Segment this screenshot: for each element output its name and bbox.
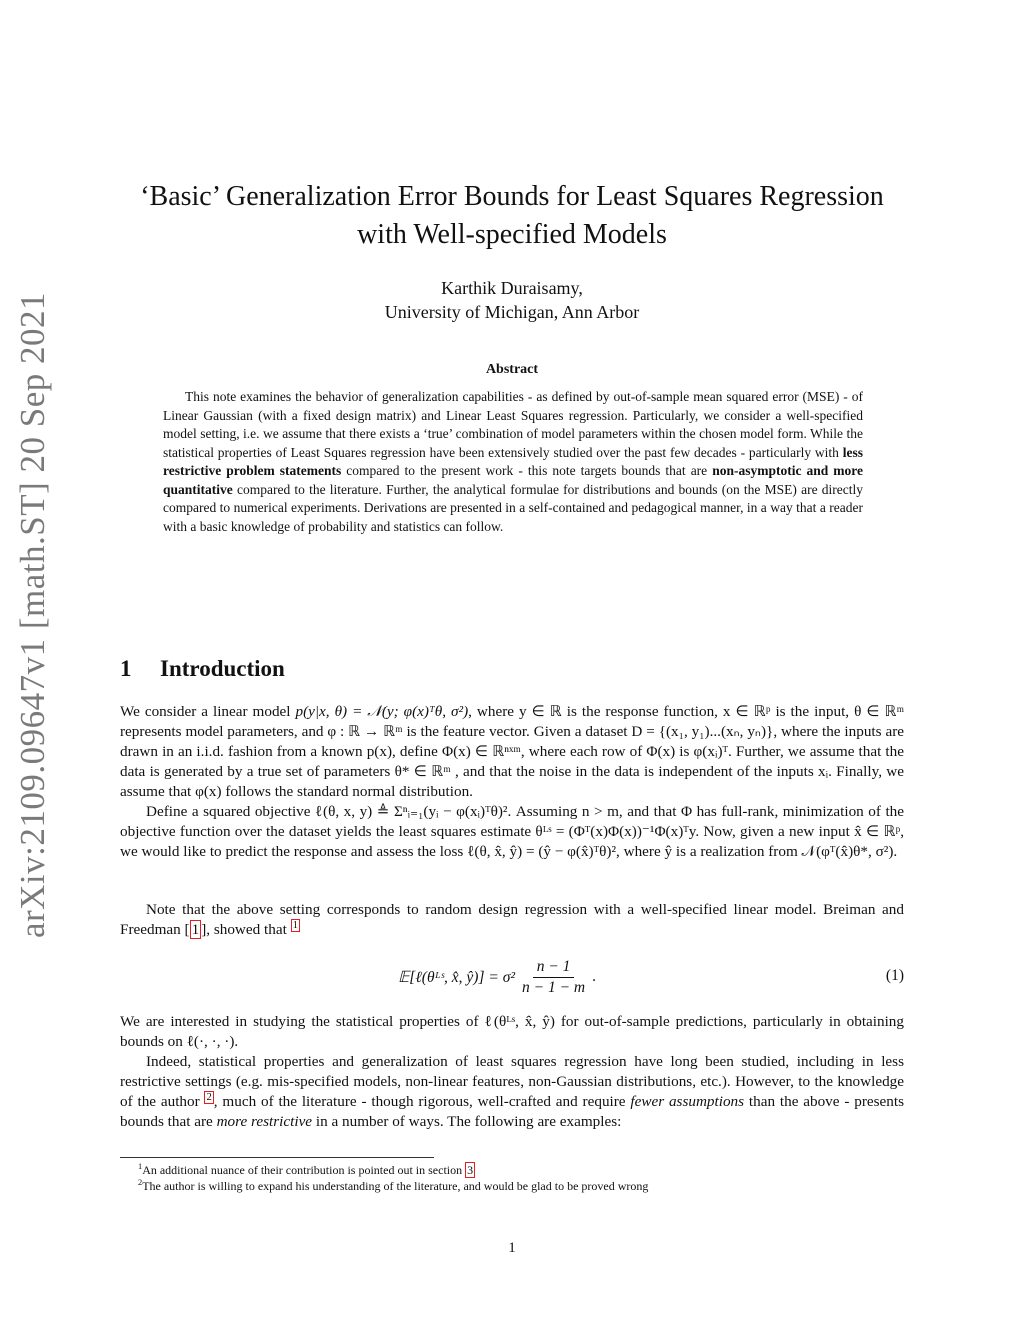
emphasis-fewer-assumptions: fewer assumptions — [630, 1093, 745, 1110]
abstract-bold-1: less restrictive problem statements — [163, 444, 863, 478]
footnote-2 — [120, 1178, 904, 1194]
author-name: Karthik Duraisamy, — [441, 278, 583, 298]
footnote-1-mark: 1 — [138, 1162, 143, 1171]
equation-1 — [120, 954, 904, 1000]
abstract-bold-2: non-asymptotic and more quantitative — [163, 463, 864, 497]
paragraph-3-lead: Note that the above setting corresponds to random design regression with a well-specified linear model. Breiman and Freedman [ — [120, 901, 904, 938]
intro-paragraphs-top — [120, 702, 904, 862]
abstract-part-1: This note examines the behavior of generalization capabilities - as defined by out-of-sample mean squared error (MSE) - of Linear Gaussian (with a fixed design matrix) and Linear Least Squares regression. Particularly, we consider a well-specified model setting, i.e. we assume that there exists a ‘true’ combination of model parameters within the chosen model form. While the statistical properties of Least Squares regression have been extensively studied over the past few decades - particularly with — [163, 389, 863, 460]
paragraph-5 — [120, 1052, 904, 1132]
paragraph-5-lead: Indeed, statistical properties and generalization of least squares regression have long been studied, including in less restrictive settings (e.g. mis-specified models, non-linear features, non-Gaussian distributions, etc.). However, to the knowledge of the author — [120, 1053, 904, 1110]
paragraph-3-rest: ], showed that — [201, 921, 291, 938]
footnote-1 — [120, 1162, 904, 1178]
abstract-part-3: compared to the literature. Further, the analytical formulae for distributions and bounds (on the MSE) are directly compared to numerical experiments. Derivations are presented in a self-contained and pedagogical manner, in a way that a reader with a basic knowledge of probability and statistics can follow. — [163, 481, 863, 534]
paragraph-5-end: in a number of ways. The following are examples: — [312, 1113, 622, 1130]
emphasis-more-restrictive: more restrictive — [216, 1113, 313, 1130]
author-affiliation: University of Michigan, Ann Arbor — [384, 302, 640, 322]
title-line-1: ‘Basic’ Generalization Error Bounds for Least Squares Regression — [140, 181, 884, 212]
equation-denominator: n − 1 − m — [521, 978, 586, 996]
abstract-text — [163, 388, 863, 536]
paragraph-5-mid-2: than the above - presents bounds that are — [120, 1093, 904, 1130]
abstract-heading: Abstract — [485, 362, 539, 377]
equation-tail: . — [592, 968, 596, 985]
author-block — [110, 276, 914, 324]
footnote-1-text: An additional nuance of their contribution is pointed out in section — [142, 1163, 466, 1177]
paper-title — [110, 178, 914, 254]
equation-number: (1) — [885, 967, 904, 984]
paragraph-2: Define a squared objective ℓ(θ, x, y) ≜ Σⁿᵢ₌₁(yᵢ − φ(xᵢ)ᵀθ)². Assuming n > m, and that Φ has full-rank, minimization of the objective function over the dataset yields the least squares estimate θᴸˢ = (Φᵀ(x)Φ(x))⁻¹Φ(x)ᵀy. Now, given a new input x̂ ∈ ℝᵖ, we would like to predict the response and assess the loss ℓ(θ, x̂, ŷ) = (ŷ − φ(x̂)ᵀθ)², where ŷ is a realization from 𝒩(φᵀ(x̂)θ*, σ²). — [120, 803, 904, 860]
section-number: 1 — [120, 656, 132, 681]
intro-paragraph-3 — [120, 900, 904, 940]
arxiv-identifier-stamp: arXiv:2109.09647v1 [math.ST] 20 Sep 2021 — [13, 291, 52, 939]
footnote-2-text: The author is willing to expand his understanding of the literature, and would be glad to be proved wrong — [142, 1179, 649, 1193]
paragraph-4: We are interested in studying the statistical properties of ℓ(θᴸˢ, x̂, ŷ) for out-of-sample predictions, particularly in obtaining bounds on ℓ(·, ·, ·). — [120, 1013, 904, 1050]
footnotes — [120, 1162, 904, 1194]
section-3-link[interactable]: 3 — [467, 1163, 474, 1177]
paragraph-1-rest: , where y ∈ ℝ is the response function, x ∈ ℝᵖ is the input, θ ∈ ℝᵐ represents model parameters, and φ : ℝ → ℝᵐ is the feature vector. Given a dataset D = {(x₁, y₁)...(xₙ, yₙ)}, where the inputs are drawn in an i.i.d. fashion from a known p(x), define Φ(x) ∈ ℝⁿˣᵐ, where each row of Φ(x) is φ(xᵢ)ᵀ. Further, we assume that the data is generated by a true set of parameters θ* ∈ ℝᵐ , and that the noise in the data is independent of the inputs xᵢ. Finally, we assume that φ(x) follows the standard normal distribution. — [120, 703, 904, 800]
intro-paragraphs-bottom — [120, 1012, 904, 1132]
paragraph-5-mid: , much of the literature - though rigorous, well-crafted and require — [213, 1093, 631, 1110]
equation-lhs: 𝔼[ℓ(θᴸˢ, x̂, ŷ)] = σ² — [398, 968, 515, 986]
equation-fraction — [518, 958, 589, 997]
paragraph-3 — [120, 900, 904, 940]
footnote-2-link[interactable]: 2 — [206, 1091, 212, 1103]
footnote-divider — [120, 1157, 434, 1158]
title-line-2: with Well-specified Models — [357, 219, 667, 250]
citation-link[interactable]: 1 — [191, 921, 200, 938]
abstract-part-2: compared to the present work - this note targets bounds that are — [341, 463, 713, 478]
section-heading — [120, 656, 910, 682]
equation-body — [398, 954, 596, 1000]
equation-numerator: n − 1 — [533, 958, 575, 978]
paragraph-1-lead: We consider a linear model — [120, 703, 296, 720]
paragraph-1 — [120, 702, 904, 802]
model-expression: p(y|x, θ) = 𝒩(y; φ(x)ᵀθ, σ²) — [295, 703, 469, 720]
section-title: Introduction — [160, 656, 285, 681]
page-number: 1 — [508, 1240, 516, 1256]
footnote-2-mark: 2 — [138, 1178, 143, 1187]
footnote-1-link[interactable]: 1 — [292, 919, 298, 931]
